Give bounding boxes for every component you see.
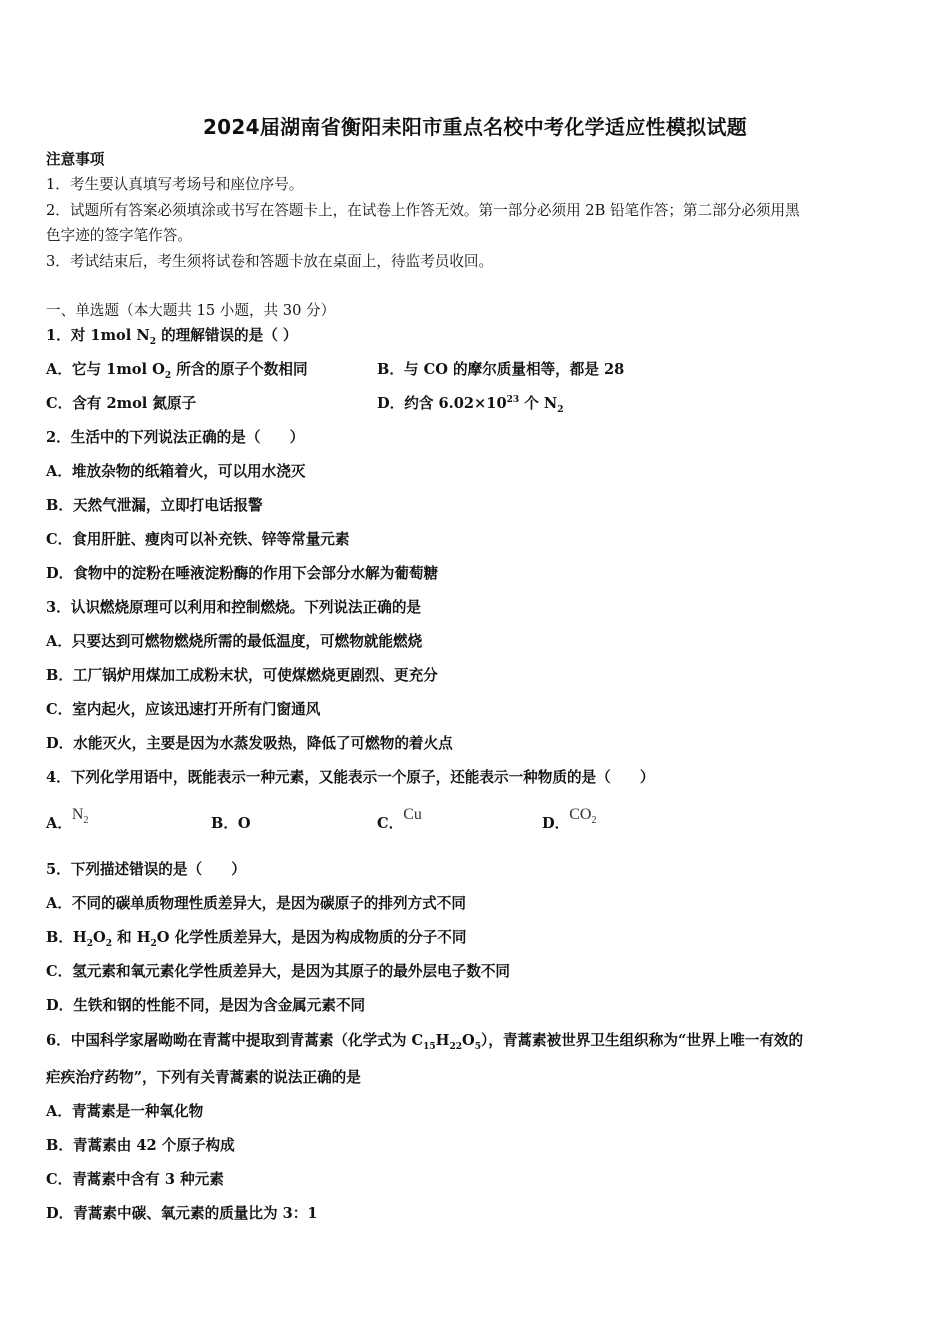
question-1-option-a: A．它与 1mol $O_2$ 所含的原子个数相同 [46,361,308,381]
notice-item: 3．考试结束后，考生须将试卷和答题卡放在桌面上，待监考员收回。 [46,253,494,270]
question-5-option-c: C．氢元素和氧元素化学性质差异大，是因为其原子的最外层电子数不同 [46,963,511,980]
question-1-option-c: C．含有 2mol 氮原子 [46,395,197,412]
question-2-option-d: D．食物中的淀粉在唾液淀粉酶的作用下会部分水解为葡萄糖 [46,565,439,582]
question-4-option-c: C．Cu [377,806,422,832]
question-3-stem: 3．认识燃烧原理可以利用和控制燃烧。下列说法正确的是 [46,599,422,616]
question-6-stem-continued: 疟疾治疗药物”，下列有关青蒿素的说法正确的是 [46,1069,361,1086]
question-2-option-c: C．食用肝脏、瘦肉可以补充铁、锌等常量元素 [46,531,350,548]
question-2-stem: 2．生活中的下列说法正确的是（ ） [46,429,305,446]
question-5-option-d: D．生铁和钢的性能不同，是因为含金属元素不同 [46,997,366,1014]
question-5-option-a: A．不同的碳单质物理性质差异大，是因为碳原子的排列方式不同 [46,895,466,912]
question-2-option-b: B．天然气泄漏，立即打电话报警 [46,497,263,514]
question-4-option-a: A．$N_2$ [46,806,89,832]
question-1-option-d: D．约含 $6.02\times 10^{23}$ 个 $N_2$ [377,395,564,415]
question-2-option-a: A．堆放杂物的纸箱着火，可以用水浇灭 [46,463,306,480]
page-title: 2024届湖南省衡阳耒阳市重点名校中考化学适应性模拟试题 [202,115,748,139]
notice-item: 1．考生要认真填写考场号和座位序号。 [46,176,304,193]
notice-heading: 注意事项 [46,151,105,168]
question-3-option-b: B．工厂锅炉用煤加工成粉末状，可使煤燃烧更剧烈、更充分 [46,667,438,684]
question-6-stem: 6．中国科学家屠呦呦在青蒿中提取到青蒿素（化学式为 $C_{15}H_{22}O_5$），青蒿素被世界卫生组织称为“世界上唯一有效的 [46,1032,804,1052]
question-4-option-d: D．$CO_2$ [542,806,597,832]
question-3-option-a: A．只要达到可燃物燃烧所需的最低温度，可燃物就能燃烧 [46,633,423,650]
question-1-stem: 1．对 1mol $N_2$ 的理解错误的是（ ） [46,327,298,347]
question-1-option-b: B．与 CO 的摩尔质量相等，都是 28 [377,361,625,378]
section-heading: 一、单选题（本大题共 15 小题，共 30 分） [46,302,336,319]
question-4-option-b: B．O [211,815,251,832]
question-6-option-a: A．青蒿素是一种氧化物 [46,1103,204,1120]
notice-item: 色字迹的签字笔作答。 [46,227,192,244]
question-3-option-d: D．水能灭火，主要是因为水蒸发吸热，降低了可燃物的着火点 [46,735,453,752]
question-5-option-b: B．$H_2O_2$ 和 $H_2O$ 化学性质差异大，是因为构成物质的分子不同 [46,929,467,949]
question-6-option-c: C．青蒿素中含有 3 种元素 [46,1171,224,1188]
question-6-option-b: B．青蒿素由 42 个原子构成 [46,1137,235,1154]
question-6-option-d: D．青蒿素中碳、氧元素的质量比为 3：1 [46,1205,318,1222]
question-3-option-c: C．室内起火，应该迅速打开所有门窗通风 [46,701,321,718]
question-4-stem: 4．下列化学用语中，既能表示一种元素，又能表示一个原子，还能表示一种物质的是（ ） [46,769,655,786]
question-5-stem: 5．下列描述错误的是（ ） [46,861,246,878]
notice-item: 2．试题所有答案必须填涂或书写在答题卡上，在试卷上作答无效。第一部分必须用 2B 铅笔作答；第二部分必须用黑 [46,202,800,219]
